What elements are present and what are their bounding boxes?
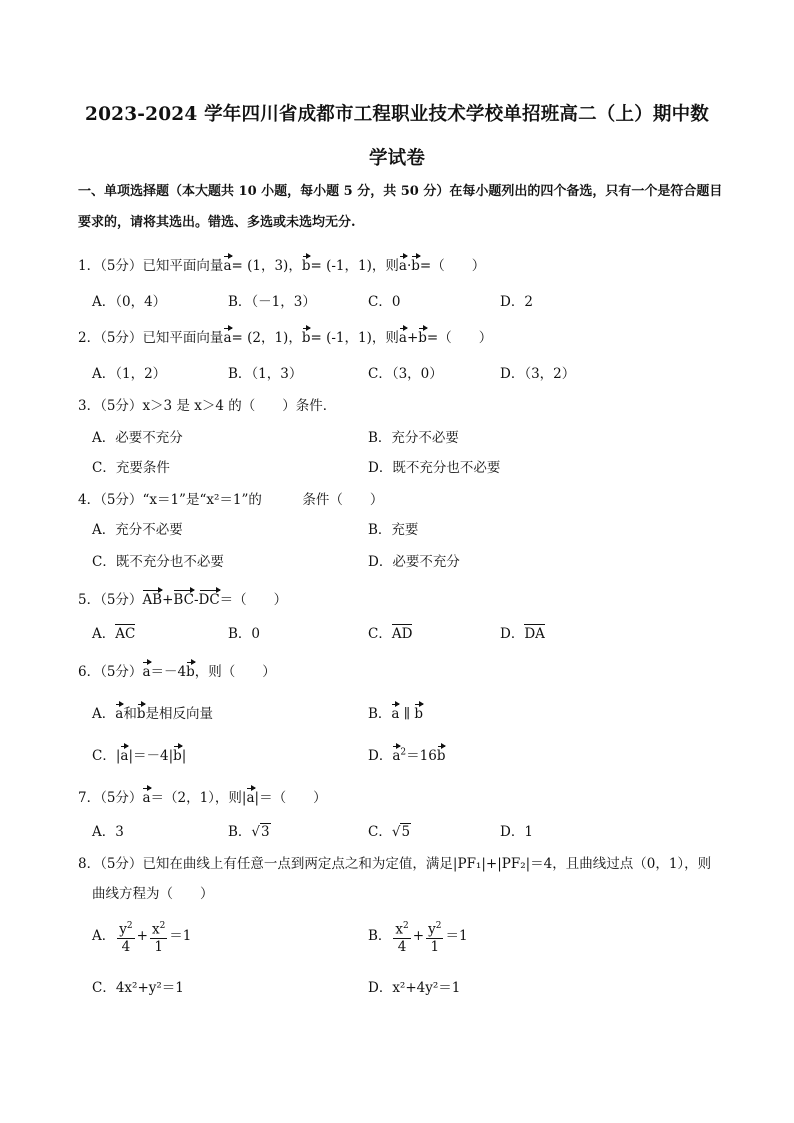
q2-option-d[interactable]: D．（3，2） xyxy=(500,366,576,382)
question-6: 6．（5分）a＝－4b，则（ ） xyxy=(78,660,738,680)
question-4: 4．（5分）“x＝1”是“x²＝1”的 条件（ ） xyxy=(78,492,384,508)
question-5: 5．（5分）AB+BC-DC＝（ ） xyxy=(78,588,738,608)
q7-option-a[interactable]: A．3 xyxy=(92,824,124,840)
q2-option-b[interactable]: B．（1，3） xyxy=(228,366,303,382)
q4-option-b[interactable]: B．充要 xyxy=(368,522,419,538)
q7-option-d[interactable]: D．1 xyxy=(500,824,533,840)
q2-option-a[interactable]: A．（1，2） xyxy=(92,366,167,382)
q5-option-a[interactable]: A．AC xyxy=(92,626,136,642)
question-8: 8．（5分）已知在曲线上有任意一点到两定点之和为定值，满足|PF₁|+|PF₂|＝4，且曲线过点（0，1），则 xyxy=(78,856,712,872)
q6-option-a[interactable]: A．a和b是相反向量 xyxy=(92,702,213,722)
q4-option-c[interactable]: C．既不充分也不必要 xyxy=(92,554,224,570)
q5-option-b[interactable]: B．0 xyxy=(228,626,261,642)
q3-option-d[interactable]: D．既不充分也不必要 xyxy=(368,460,501,476)
q5-option-d[interactable]: D．DA xyxy=(500,626,545,642)
sqrt-symbol: √3 xyxy=(251,824,270,840)
q1-option-a[interactable]: A．（0，4） xyxy=(92,294,167,310)
question-1: 1．（5分）已知平面向量a= (1，3)，b= (-1，1)，则a·b=（ ） xyxy=(78,254,738,274)
q3-option-b[interactable]: B．充分不必要 xyxy=(368,430,459,446)
q1-option-d[interactable]: D．2 xyxy=(500,294,533,310)
q7-option-c[interactable]: C．√5 xyxy=(368,824,411,840)
question-8-line2: 曲线方程为（ ） xyxy=(92,886,214,902)
sqrt-symbol: √5 xyxy=(391,824,411,840)
q7-option-b[interactable]: B．√3 xyxy=(228,824,270,840)
q6-option-c[interactable]: C．|a|＝－4|b| xyxy=(92,744,186,764)
q3-option-a[interactable]: A．必要不充分 xyxy=(92,430,183,446)
q1-option-b[interactable]: B．（－1，3） xyxy=(228,294,316,310)
q6-option-b[interactable]: B．a ∥ b xyxy=(368,702,423,722)
question-3: 3．（5分）x＞3 是 x＞4 的（ ）条件． xyxy=(78,398,337,414)
page-title: 2023-2024 学年四川省成都市工程职业技术学校单招班高二（上）期中数 xyxy=(85,104,709,125)
q8-option-c[interactable]: C．4x²+y²＝1 xyxy=(92,980,184,996)
q2-option-c[interactable]: C．（3，0） xyxy=(368,366,443,382)
q8-option-b[interactable]: B． $\frac{x^2}{4}$ + $\frac{y^2}{1}$ ＝1 xyxy=(368,918,468,955)
question-2: 2．（5分）已知平面向量a= (2，1)，b= (-1，1)，则a+b=（ ） xyxy=(78,326,738,346)
page-title-line2: 学试卷 xyxy=(368,148,426,169)
q4-option-a[interactable]: A．充分不必要 xyxy=(92,522,183,538)
q4-option-d[interactable]: D．必要不充分 xyxy=(368,554,460,570)
q8-option-d[interactable]: D．x²+4y²＝1 xyxy=(368,980,461,996)
q8-option-a[interactable]: A． $\frac{y^2}{4}$ + $\frac{x^2}{1}$ ＝1 xyxy=(92,918,191,955)
q6-option-d[interactable]: D．$a^2=16b$ xyxy=(368,744,445,764)
section-heading: 一、单项选择题（本大题共 10 小题，每小题 5 分，共 50 分）在每小题列出的四个备选，只有一个是符合题目要求的，请将其选出。错选、多选或未选均无分. xyxy=(78,184,723,230)
question-7: 7．（5分）a＝（2，1），则|a|＝（ ） xyxy=(78,786,738,806)
q1-option-c[interactable]: C．0 xyxy=(368,294,401,310)
q5-option-c[interactable]: C．AD xyxy=(368,626,413,642)
q3-option-c[interactable]: C．充要条件 xyxy=(92,460,170,476)
